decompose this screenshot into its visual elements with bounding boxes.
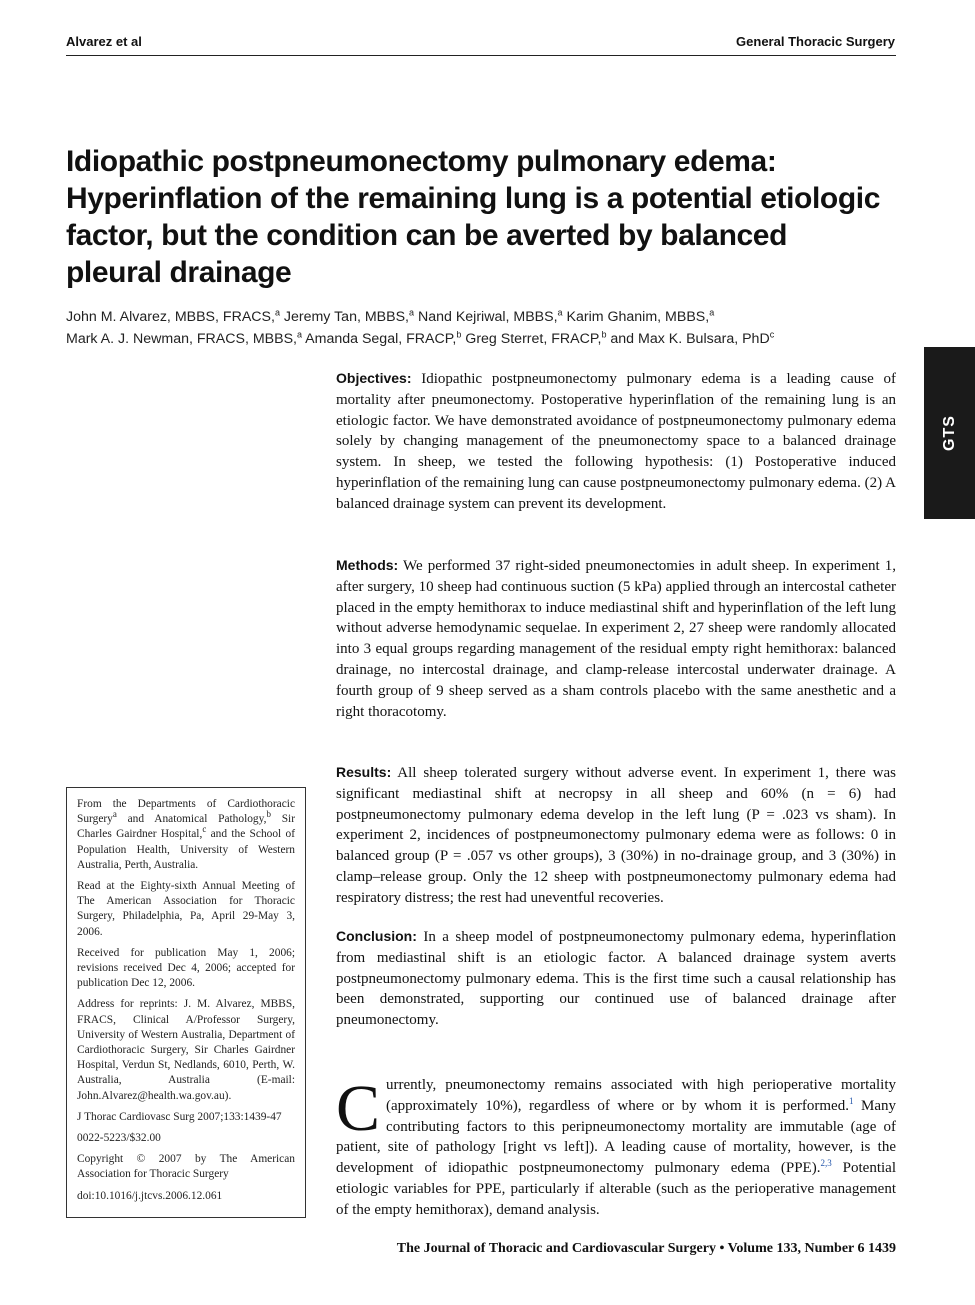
title-line: Hyperinflation of the remaining lung is a potential etiologic [66, 182, 880, 215]
section-tab-label: GTS [940, 415, 958, 451]
abstract-heading: Results: [336, 764, 392, 780]
author: Nand Kejriwal, MBBS, [414, 309, 558, 325]
affiliation-mark: b [601, 329, 607, 340]
affiliation-text: and the School of Population Health, University of Western Australia, Perth, Australia. [77, 828, 295, 871]
author: Jeremy Tan, MBBS, [279, 309, 409, 325]
abstract-conclusion [336, 926, 896, 1031]
abstract-text: In a sheep model of postpneumonectomy pulmonary edema, hyperinflation from mediastinal shift is an etiologic factor. A balanced drainage system averts postpneumonectomy pulmonary edema. This is the first time such a causal relationship has been demonstrated, supporting our continued use of balanced drainage after pneumonectomy. [336, 929, 896, 1029]
affiliation-mark: a [557, 307, 563, 318]
author: Greg Sterret, FRACP, [461, 331, 602, 347]
doi: doi:10.1016/j.jtcvs.2006.12.061 [77, 1189, 223, 1202]
abstract-text: All sheep tolerated surgery without adverse event. In experiment 1, there was significant mediastinal shift at necropsy in all sheep and 60% (n = 6) had postpneumonectomy pulmonary edema develop in the left lung (P = .023 vs sham). In experiment 2, incidences of postpneumonectomy pulmonary edema were as follows: 0 in balanced group (P = .057 vs other groups), 3 (30%) in no-drainage group, and 3 (30%) in clamp–release group. Only the 12 sheep with postpneumonectomy pulmonary edema had respiratory distress; the rest had uneventful recoveries. [336, 765, 896, 906]
affiliation-mark: a [709, 307, 715, 318]
abstract-heading: Conclusion: [336, 928, 417, 944]
copyright: Copyright © 2007 by The American Association for Thoracic Surgery [77, 1153, 295, 1181]
reference-link[interactable]: 2,3 [820, 1158, 832, 1169]
article-info-box [66, 787, 306, 1218]
body-text: Many contributing factors to this peripneumonectomy mortality are immutable (age of patient, site of pathology [right vs left]). A leading cause of mortality, however, is the development of idiopathic postpneumonectomy pulmonary edema (PPE). [336, 1097, 897, 1177]
reference-link[interactable]: 1 [848, 1095, 854, 1106]
running-head-section: General Thoracic Surgery [736, 34, 895, 49]
article-title [66, 143, 906, 291]
abstract-text: We performed 37 right-sided pneumonectomies in adult sheep. In experiment 1, after surgery, 10 sheep had continuous suction (5 kPa) applied through an intercostal catheter placed in the empty hemithorax to induce mediastinal shift and hyperinflation of the left lung without adverse hemodynamic sequelae. In experiment 2, 27 sheep were randomly allocated into 3 equal groups regarding management of the residual empty right hemithorax: balanced drainage, no intercostal drainage, and clamp-release intercostal underwater drainage. A fourth group of 9 sheep served as a sham controls placebo with the same anesthetic and a right thoracotomy. [336, 558, 896, 720]
header-rule [66, 55, 896, 56]
author-line [66, 328, 906, 350]
body-text: urrently, pneumonectomy remains associated with high perioperative mortality (approximately 10%), regardless of where or by whom it is performed. [386, 1077, 896, 1114]
author: Amanda Segal, FRACP, [302, 331, 457, 347]
affiliation-mark: a [112, 809, 117, 820]
abstract-text: Idiopathic postpneumonectomy pulmonary edema is a leading cause of mortality after pneumonectomy. Postoperative hyperinflation of the remaining lung is an etiologic factor. We have demonstrated avoidance of postpneumonectomy pulmonary edema solely by changing management of the pneumonectomy space to a balanced drainage system. In sheep, we tested the following hypothesis: (1) Postoperative induced hyperinflation of the remaining lung can cause postpneumonectomy pulmonary edema. (2) A balanced drainage system can prevent its development. [336, 371, 897, 512]
affiliation-mark: a [274, 307, 280, 318]
abstract-objectives [336, 368, 896, 515]
abstract-methods [336, 555, 896, 722]
affiliation-text: Sir Charles Gairdner Hospital, [77, 813, 295, 841]
affiliation-text: From the Departments of Cardiothoracic Surgery [77, 798, 295, 826]
affiliation-note [77, 797, 295, 873]
affiliation-text: and Anatomical Pathology, [116, 813, 267, 826]
citation: J Thorac Cardiovasc Surg 2007;133:1439-47 [77, 1110, 282, 1123]
affiliation-mark: a [297, 329, 303, 340]
drop-cap: C [336, 1072, 381, 1145]
author: and Max K. Bulsara, PhD [606, 331, 770, 347]
affiliation-mark: b [266, 809, 271, 820]
section-tab [924, 347, 975, 519]
issn: 0022-5223/$32.00 [77, 1132, 161, 1145]
page-footer: The Journal of Thoracic and Cardiovascular Surgery • Volume 133, Number 6 1439 [396, 1241, 896, 1256]
author: Mark A. J. Newman, FRACS, MBBS, [66, 331, 297, 347]
affiliation-mark: a [409, 307, 415, 318]
author-list [66, 306, 906, 350]
running-head-authors: Alvarez et al [66, 34, 142, 49]
author: Karim Ghanim, MBBS, [562, 309, 710, 325]
body-paragraph [336, 1072, 897, 1221]
title-line: pleural drainage [66, 256, 292, 289]
affiliation-mark: c [769, 329, 775, 340]
author-line [66, 306, 906, 328]
title-line: Idiopathic postpneumonectomy pulmonary edema: [66, 145, 777, 178]
title-line: factor, but the condition can be averted by balanced [66, 219, 788, 252]
meeting-note: Read at the Eighty-sixth Annual Meeting of The American Association for Thoracic Surgery, Philadelphia, Pa, April 29-May 3, 2006. [77, 880, 295, 938]
abstract-results [336, 762, 896, 909]
author: John M. Alvarez, MBBS, FRACS, [66, 309, 275, 325]
affiliation-mark: b [456, 329, 462, 340]
reprints-address: Address for reprints: J. M. Alvarez, MBBS, FRACS, Clinical A/Professor Surgery, University of Western Australia, Department of Cardiothoracic Surgery, Sir Charles Gairdner Hospital, Verdun St, Nedlands, 6010, Perth, W. Australia, Australia (E-mail: John.Alvarez@health.wa.gov.au). [77, 998, 295, 1102]
abstract-heading: Methods: [336, 557, 399, 573]
body-text: Potential etiologic variables for PPE, particularly if alterable (such as the perioperative management of the empty hemithorax), demand analysis. [336, 1160, 896, 1218]
abstract-heading: Objectives: [336, 370, 412, 386]
received-note: Received for publication May 1, 2006; revisions received Dec 4, 2006; accepted for publication Dec 12, 2006. [77, 946, 295, 990]
affiliation-mark: c [202, 824, 207, 835]
